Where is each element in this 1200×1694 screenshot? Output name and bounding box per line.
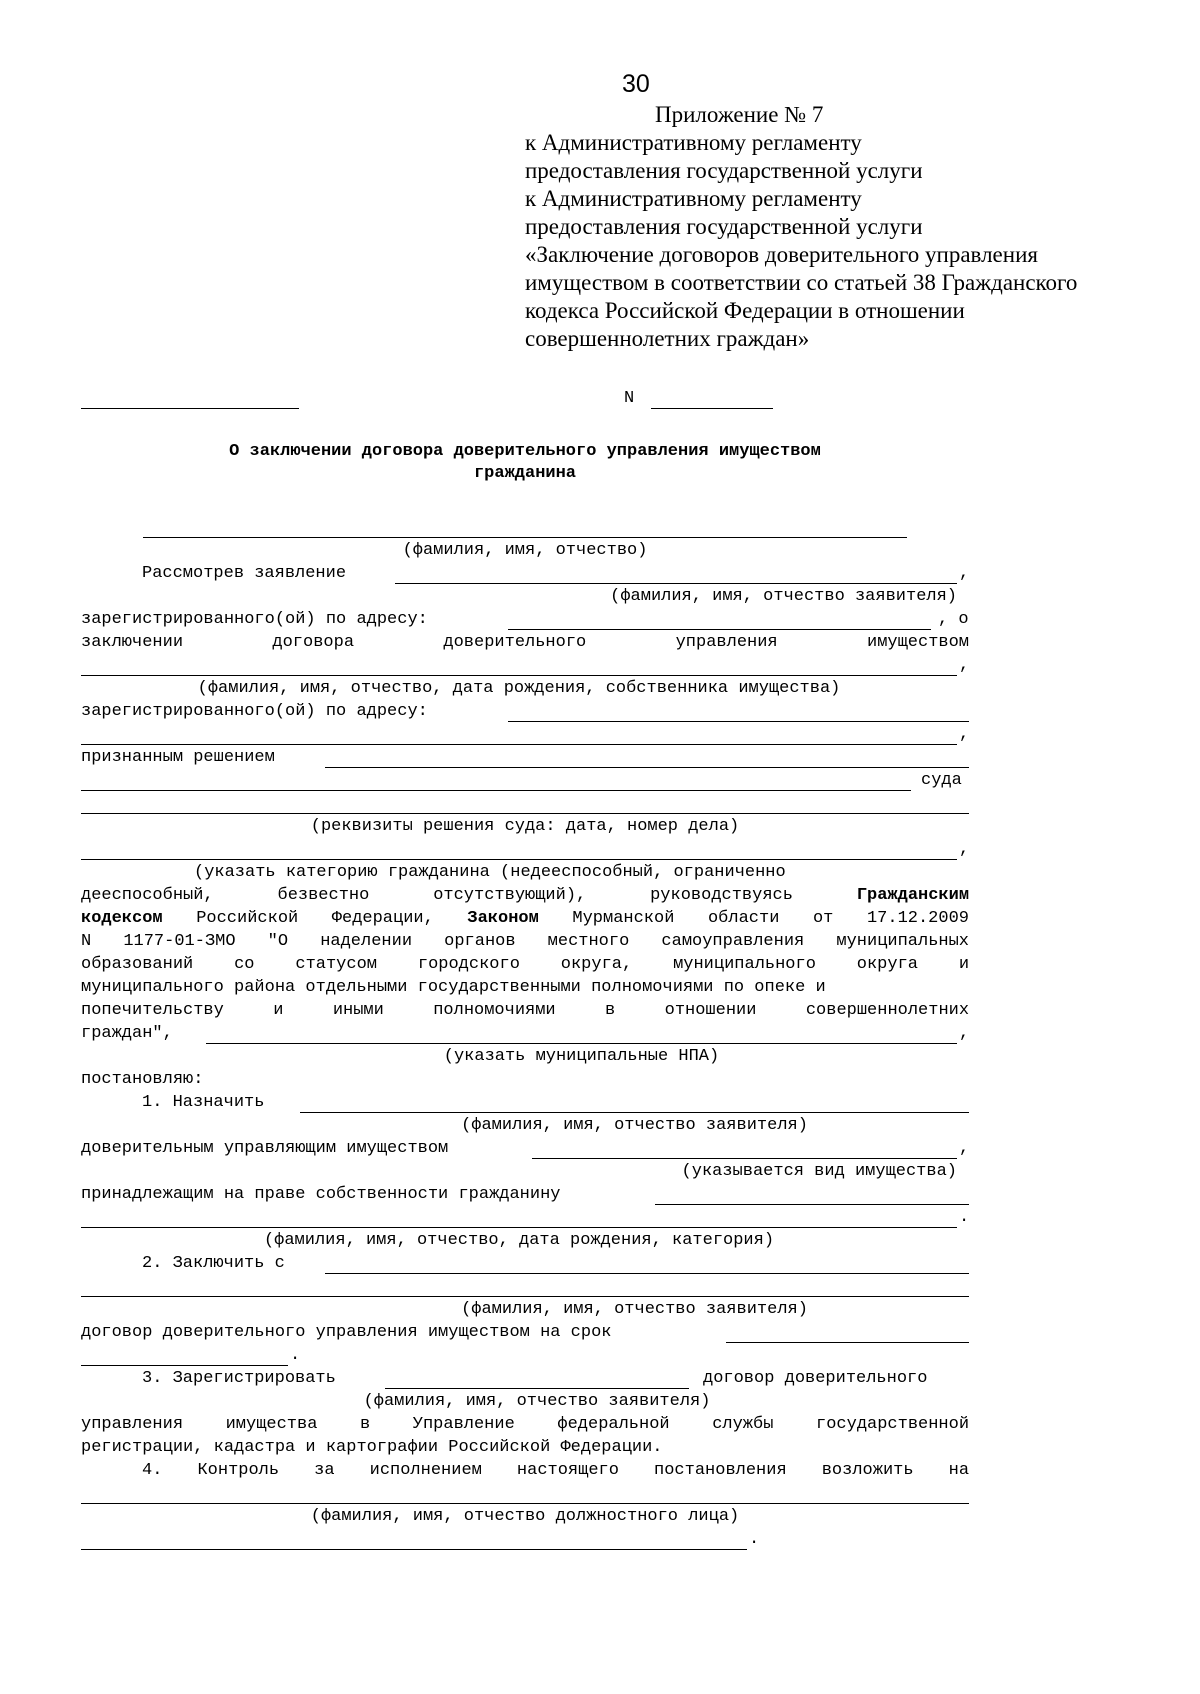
header-line: совершеннолетних граждан» <box>525 326 810 351</box>
paragraph-line <box>81 909 969 929</box>
comma: , <box>959 1024 970 1043</box>
word: 4. Контроль за исполнением <box>142 1461 482 1480</box>
word: управления имуществом <box>675 633 970 652</box>
contract-term-field-2[interactable] <box>81 1365 288 1366</box>
owner-citizen-field-2[interactable] <box>81 1227 957 1228</box>
word: отношении <box>664 1001 757 1020</box>
word: настоящего <box>516 1461 619 1480</box>
item-3-tail: договор доверительного <box>703 1369 928 1388</box>
recognized-label: признанным решением <box>81 748 275 767</box>
registered-label: зарегистрированного(ой) по адресу: <box>81 610 428 629</box>
document-title <box>81 441 969 485</box>
paragraph-line <box>81 1001 969 1021</box>
title-line: гражданина <box>473 464 577 483</box>
word: муниципального <box>673 955 816 974</box>
word: совершеннолетних <box>805 1001 970 1020</box>
word: постановления <box>654 1461 787 1480</box>
word: иными <box>332 1001 384 1020</box>
period: . <box>959 1208 970 1227</box>
court-details-field[interactable] <box>81 813 969 814</box>
word: государственной <box>816 1415 970 1434</box>
word: полномочиями <box>433 1001 556 1020</box>
comma: , <box>959 656 970 675</box>
word: со <box>234 955 255 974</box>
court-decision-field-2[interactable] <box>81 790 911 791</box>
word: дееспособный, <box>81 886 214 905</box>
paragraph-line: регистрации, кадастра и картографии Российской Федерации. <box>81 1438 663 1457</box>
caption: (указывается вид имущества) <box>681 1162 957 1181</box>
word: безвестно <box>277 886 370 905</box>
word: и <box>273 1001 284 1020</box>
official-field-2[interactable] <box>81 1549 747 1550</box>
owned-label: принадлежащим на праве собственности гражданину <box>81 1185 561 1204</box>
item-1-label: 1. Назначить <box>142 1093 265 1112</box>
considered-label: Рассмотрев заявление <box>142 564 347 583</box>
number-label: N <box>624 389 635 408</box>
registered-label: зарегистрированного(ой) по адресу: <box>81 702 428 721</box>
word: заключении <box>81 633 184 652</box>
number-field[interactable] <box>651 408 773 409</box>
paragraph-line <box>81 886 969 906</box>
word: образований <box>81 955 194 974</box>
property-type-field[interactable] <box>532 1158 957 1159</box>
word: округа и <box>856 955 970 974</box>
official-name-field[interactable] <box>143 537 907 538</box>
header-line: предоставления государственной услуги <box>525 158 923 183</box>
owner-address-field-2[interactable] <box>81 744 957 745</box>
text: , о <box>938 610 969 629</box>
word: доверительного <box>443 633 587 652</box>
word: руководствуясь <box>650 886 793 905</box>
header-line: «Заключение договоров доверительного управления <box>525 242 1038 267</box>
word: Российской Федерации, <box>162 909 468 928</box>
caption: (фамилия, имя, отчество должностного лица) <box>310 1507 740 1526</box>
owner-address-field[interactable] <box>508 721 969 722</box>
word: N 1177-01-ЗМО "О наделении органов местного самоуправления <box>81 932 805 951</box>
item-2-label: 2. Заключить с <box>142 1254 285 1273</box>
caption: (фамилия, имя, отчество) <box>402 541 648 560</box>
word: городского <box>417 955 520 974</box>
owner-field[interactable] <box>81 675 957 676</box>
word: службы <box>712 1415 774 1434</box>
appendix-header <box>525 101 1077 353</box>
period: . <box>749 1530 760 1549</box>
official-field[interactable] <box>81 1503 969 1504</box>
date-field[interactable] <box>81 408 299 409</box>
item-3-label: 3. Зарегистрировать <box>142 1369 336 1388</box>
caption: (фамилия, имя, отчество заявителя) <box>461 1300 808 1319</box>
word: кодексом <box>81 909 163 928</box>
caption: (фамилия, имя, отчество заявителя) <box>610 587 957 606</box>
comma: , <box>959 725 970 744</box>
period: . <box>290 1346 301 1365</box>
word: возложить на <box>821 1461 970 1480</box>
word <box>81 909 779 928</box>
court-decision-field[interactable] <box>325 767 969 768</box>
header-line: кодекса Российской Федерации в отношении <box>525 298 965 323</box>
caption: (фамилия, имя, отчество, дата рождения, категория) <box>263 1231 775 1250</box>
header-line: Приложение № 7 <box>655 102 824 127</box>
caption: (указать муниципальные НПА) <box>443 1047 720 1066</box>
paragraph-line <box>81 1415 969 1435</box>
word: в <box>605 1001 616 1020</box>
word: Мурманской области <box>538 909 780 928</box>
comma: , <box>959 564 970 583</box>
word: округа, <box>560 955 633 974</box>
header-line: имуществом в соответствии со статьей 38 Гражданского <box>525 270 1078 295</box>
word: договора <box>272 633 355 652</box>
caption: (фамилия, имя, отчество, дата рождения, собственника имущества) <box>197 679 841 698</box>
paragraph-line: муниципального района отдельными государственными полномочиями по опеке и <box>81 978 826 997</box>
applicant-field[interactable] <box>395 583 957 584</box>
item-4-line <box>142 1461 969 1481</box>
word: Законом <box>467 909 539 928</box>
trustee-name-field[interactable] <box>300 1112 969 1113</box>
word: попечительству <box>81 1001 224 1020</box>
word: управления имущества в Управление <box>81 1415 515 1434</box>
category-field[interactable] <box>81 859 957 860</box>
paragraph-line <box>81 955 969 975</box>
trustee-label: доверительным управляющим имуществом <box>81 1139 449 1158</box>
contract-term-field[interactable] <box>726 1342 969 1343</box>
paragraph-line: граждан", <box>81 1024 173 1043</box>
caption: (фамилия, имя, отчество заявителя) <box>461 1116 808 1135</box>
comma: , <box>959 1139 970 1158</box>
word: статусом <box>295 955 377 974</box>
caption: (указать категорию гражданина (недееспособный, ограниченно <box>194 863 786 882</box>
caption: (реквизиты решения суда: дата, номер дела) <box>310 817 740 836</box>
conclusion-line <box>81 633 969 653</box>
word: федеральной <box>557 1415 670 1434</box>
caption: (фамилия, имя, отчество заявителя) <box>363 1392 711 1411</box>
registrant-field[interactable] <box>385 1388 689 1389</box>
word: Гражданским <box>856 886 970 905</box>
header-line: к Административному регламенту <box>525 186 862 211</box>
npa-field[interactable] <box>206 1043 957 1044</box>
word: отсутствующий), <box>433 886 587 905</box>
court-label: суда <box>921 771 962 790</box>
word: от <box>812 909 834 928</box>
title-line: О заключении договора доверительного управления имуществом <box>229 442 821 461</box>
contract-party-field-2[interactable] <box>81 1296 969 1297</box>
word: 17.12.2009 <box>866 909 969 928</box>
word: муниципальных <box>836 932 970 951</box>
header-line: к Административному регламенту <box>525 130 862 155</box>
applicant-address-field[interactable] <box>508 629 931 630</box>
comma: , <box>959 840 970 859</box>
contract-party-field[interactable] <box>325 1273 969 1274</box>
page-number: 30 <box>622 70 650 98</box>
resolve-label: постановляю: <box>81 1070 204 1089</box>
paragraph-line <box>81 932 969 952</box>
header-line: предоставления государственной услуги <box>525 214 923 239</box>
owner-citizen-field[interactable] <box>655 1204 969 1205</box>
contract-term-label: договор доверительного управления имуществом на срок <box>81 1323 612 1342</box>
